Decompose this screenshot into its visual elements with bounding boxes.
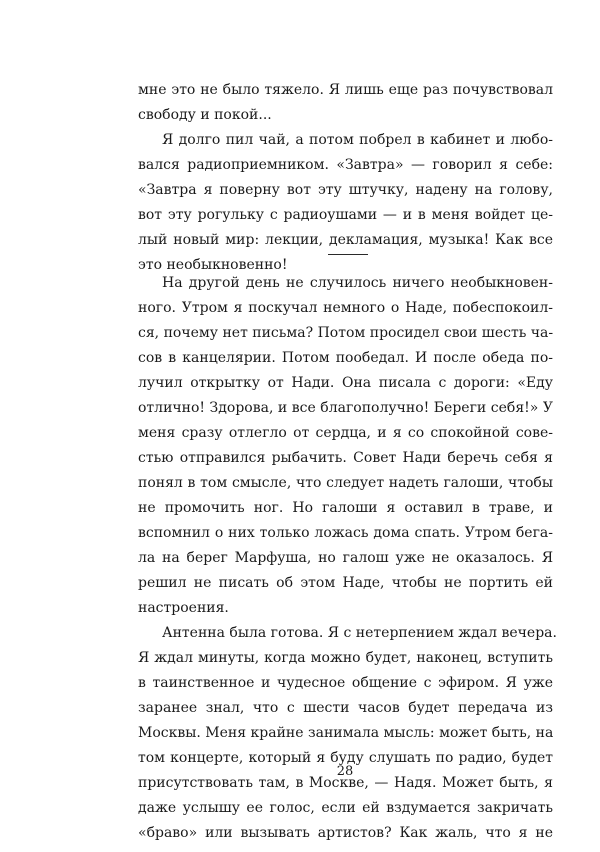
text-line: свободу и покой... bbox=[138, 107, 272, 123]
text-line: Я ждал минуты, когда можно будет, наконец, вступить bbox=[138, 650, 553, 666]
text-line: ся, почему нет письма? Потом просидел свои шесть ча- bbox=[138, 325, 554, 341]
text-line: Я долго пил чай, а потом побрел в кабинет и любо- bbox=[162, 132, 553, 148]
text-line: сов в канцелярии. Потом пообедал. И после обеда по- bbox=[138, 350, 553, 366]
text-line: вот эту рогульку с радиоушами — и в меня войдет це- bbox=[138, 207, 553, 223]
text-line: стью отправился рыбачить. Совет Нади беречь себя я bbox=[138, 450, 553, 466]
text-line: присутствовать там, в Москве, — Надя. Может быть, я bbox=[138, 775, 553, 791]
text-line: вался радиоприемником. «Завтра» — говорил я себе: bbox=[138, 157, 553, 173]
text-line: заранее знал, что с шести часов будет передача из bbox=[138, 700, 553, 716]
text-line: отлично! Здорова, и все благополучно! Береги себя!» У bbox=[138, 400, 553, 416]
text-line: ного. Утром я поскучал немного о Наде, побеспокоил- bbox=[138, 300, 553, 316]
text-line: На другой день не случилось ничего необыкновен- bbox=[162, 275, 553, 291]
text-line: настроения. bbox=[138, 600, 229, 616]
page-number: 28 bbox=[336, 764, 354, 779]
text-block-top bbox=[138, 78, 553, 278]
text-line: мне это не было тяжело. Я лишь еще раз почувствовал bbox=[138, 82, 553, 98]
text-line: Антенна была готова. Я с нетерпением ждал вечера. bbox=[162, 625, 557, 641]
text-line: лый новый мир: лекции, декламация, музыка! Как все bbox=[138, 232, 553, 248]
text-line: Москвы. Меня крайне занимала мысль: может быть, на bbox=[138, 725, 554, 741]
text-line: это необыкновенно! bbox=[138, 257, 288, 273]
text-line: не промочить ног. Но галоши я оставил в траве, и bbox=[138, 500, 553, 516]
text-line: лучил открытку от Нади. Она писала с дороги: «Еду bbox=[138, 375, 553, 391]
text-line: даже услышу ее голос, если ей вздумается закричать bbox=[138, 800, 553, 816]
text-line: том концерте, который я буду слушать по радио, будет bbox=[138, 750, 553, 766]
text-line: меня сразу отлегло от сердца, и я со спокойной сове- bbox=[138, 425, 553, 441]
text-line: ла на берег Марфуша, но галош уже не оказалось. Я bbox=[138, 550, 553, 566]
text-line: в таинственное и чудесное общение с эфиром. Я уже bbox=[138, 675, 553, 691]
text-line: вспомнил о них только ложась дома спать. Утром бега- bbox=[138, 525, 553, 541]
text-block-main bbox=[138, 271, 557, 846]
section-separator bbox=[328, 254, 368, 255]
text-line: понял в том смысле, что следует надеть галоши, чтобы bbox=[138, 475, 553, 491]
text-line: «браво» или вызывать артистов? Как жаль, что я не bbox=[138, 825, 553, 841]
text-line: решил не писать об этом Наде, чтобы не портить ей bbox=[138, 575, 553, 591]
text-line: «Завтра я поверну вот эту штучку, надену на голову, bbox=[138, 182, 553, 198]
